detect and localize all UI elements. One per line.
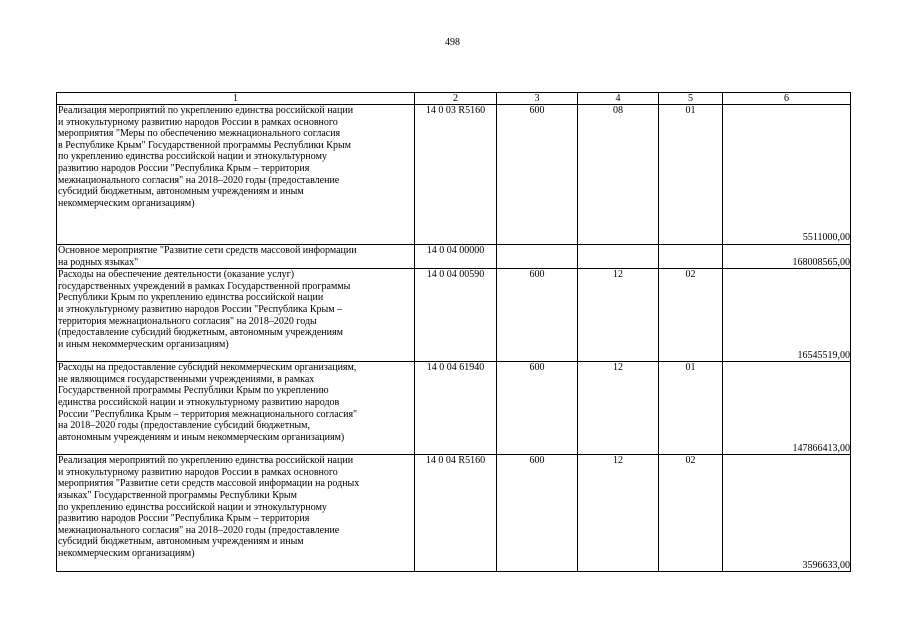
row-amount: 16545519,00 [723,269,851,362]
table-row [57,105,851,245]
row-amount: 147866413,00 [723,362,851,455]
table-row [57,269,851,362]
row-col3: 600 [497,455,578,572]
row-col5: 01 [659,105,723,245]
row-description: Реализация мероприятий по укреплению единства российской нации и этнокультурному развитию народов России в рамках основного мероприятия "Меры по обеспечению межнационального согласия в Республике Крым" Государственной программы Республики Крым по укреплению единства российской нации и этнокультурному развитию народов России "Республика Крым – территория межнационального согласия" на 2018–2020 годы (предоставление субсидий бюджетным, автономным учреждениям и иным некоммерческим организациям) [57,105,415,245]
row-amount: 168008565,00 [723,245,851,269]
row-col3: 600 [497,105,578,245]
row-code: 14 0 04 00590 [415,269,497,362]
row-col4: 08 [578,105,659,245]
row-col3: 600 [497,269,578,362]
row-amount: 3596633,00 [723,455,851,572]
row-description: Расходы на обеспечение деятельности (оказание услуг) государственных учреждений в рамках Государственной программы Республики Крым по укреплению единства российской нации и этнокультурному развитию народов России "Республика Крым – территория межнационального согласия" на 2018–2020 годы (предоставление субсидий бюджетным, автономным учреждениям и иным некоммерческим организациям) [57,269,415,362]
row-col3: 600 [497,362,578,455]
row-code: 14 0 04 61940 [415,362,497,455]
row-col4: 12 [578,269,659,362]
table-header-row [57,93,851,105]
row-code: 14 0 04 00000 [415,245,497,269]
column-header: 5 [659,93,723,105]
column-header: 6 [723,93,851,105]
row-code: 14 0 03 R5160 [415,105,497,245]
table-row [57,455,851,572]
row-col3 [497,245,578,269]
row-col5: 01 [659,362,723,455]
table-row [57,362,851,455]
column-header: 3 [497,93,578,105]
row-col4 [578,245,659,269]
table-row [57,245,851,269]
column-header: 2 [415,93,497,105]
row-col5: 02 [659,455,723,572]
budget-table [56,92,851,572]
page-number: 498 [445,37,460,48]
row-description: Расходы на предоставление субсидий некоммерческим организациям, не являющимся государственными учреждениями, в рамках Государственной программы Республики Крым по укреплению единства российской нации и этнокультурному развитию народов России "Республика Крым – территория межнационального согласия" на 2018–2020 годы (предоставление субсидий бюджетным, автономным учреждениям и иным некоммерческим организациям) [57,362,415,455]
row-col4: 12 [578,362,659,455]
column-header: 4 [578,93,659,105]
row-description: Основное мероприятие "Развитие сети средств массовой информации на родных языках" [57,245,415,269]
row-col5: 02 [659,269,723,362]
row-description: Реализация мероприятий по укреплению единства российской нации и этнокультурному развитию народов России в рамках основного мероприятия "Развитие сети средств массовой информации на родных языках" Государственной программы Республики Крым по укреплению единства российской нации и этнокультурному развитию народов России "Республика Крым – территория межнационального согласия" на 2018–2020 годы (предоставление субсидий бюджетным, автономным учреждениям и иным некоммерческим организациям) [57,455,415,572]
row-col5 [659,245,723,269]
column-header: 1 [57,93,415,105]
row-amount: 5511000,00 [723,105,851,245]
row-col4: 12 [578,455,659,572]
row-code: 14 0 04 R5160 [415,455,497,572]
